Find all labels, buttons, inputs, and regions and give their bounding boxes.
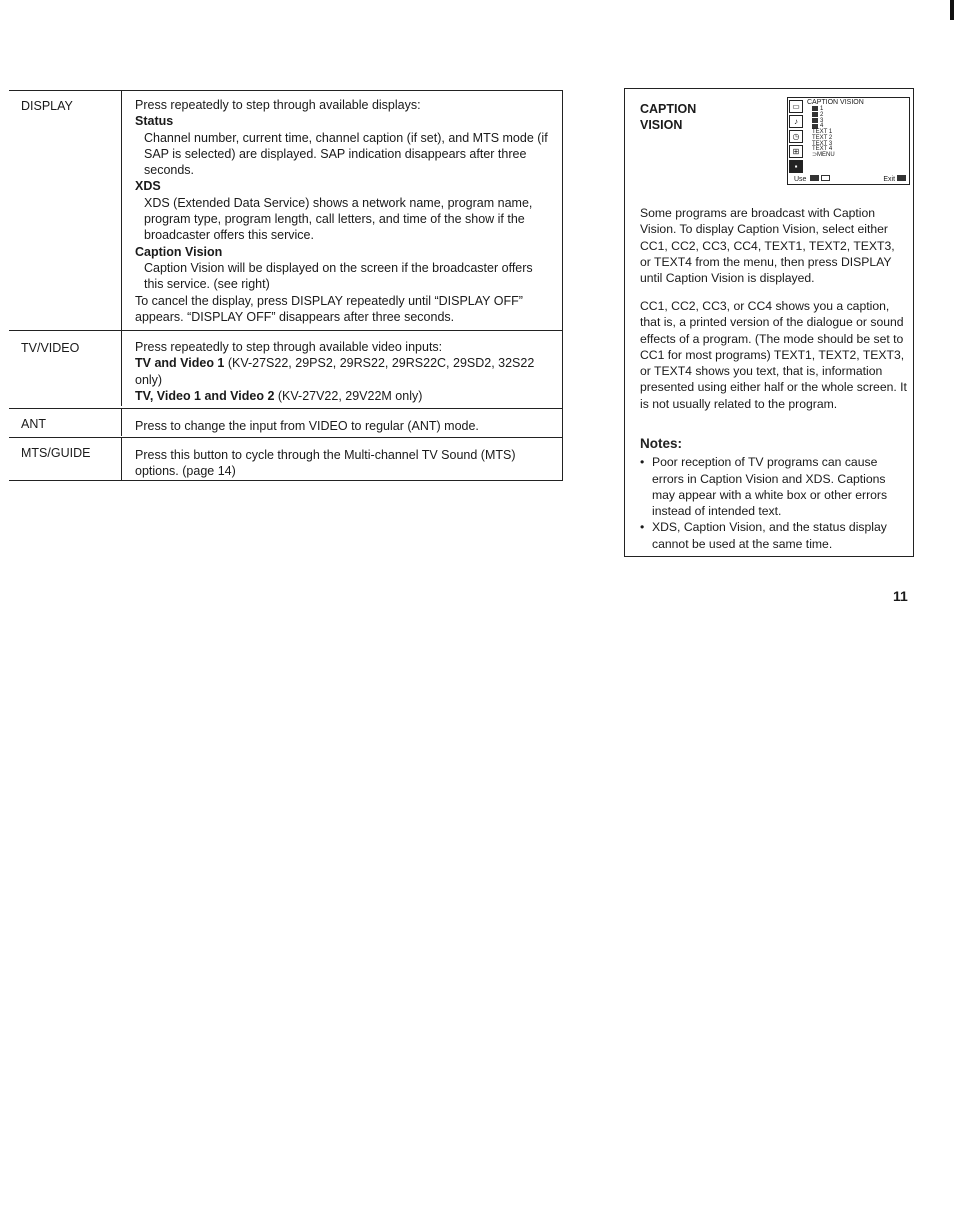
row-intro: Press repeatedly to step through available displays:	[135, 98, 421, 112]
xds-heading: XDS	[135, 179, 161, 194]
caption-vision-menu-illustration	[787, 97, 910, 185]
row-key: TV/VIDEO	[21, 341, 80, 355]
tv-video1-models: (KV-27S22, 29PS2, 29RS22, 29RS22C, 29SD2, 32S22 only)	[135, 356, 535, 387]
music-note-icon: ♪	[789, 115, 803, 128]
caption-icon: ▪	[789, 160, 803, 173]
row-intro: Press repeatedly to step through available video inputs:	[135, 340, 443, 354]
menu-item-text4: TEXT 4	[812, 146, 833, 153]
caption-vision-heading: Caption Vision	[135, 244, 223, 259]
status-heading: Status	[135, 114, 174, 129]
menu-item-cc3: 3	[812, 118, 835, 124]
plus-icon	[821, 175, 830, 181]
use-label: Use	[794, 176, 807, 183]
menu-button-icon	[897, 175, 906, 181]
cancel-text: To cancel the display, press DISPLAY repeatedly until “DISPLAY OFF” appears. “DISPLAY OFF” disappears after three seconds.	[135, 293, 523, 324]
tools-icon: ⊞	[789, 145, 803, 158]
table-row-mts-guide	[9, 438, 563, 481]
menu-item-text1: TEXT 1	[812, 129, 833, 136]
page-number: 11	[893, 588, 908, 604]
table-row-ant	[9, 409, 563, 438]
joystick-icon	[810, 175, 819, 181]
tv-video2-models: (KV-27V22, 29V22M only)	[274, 388, 423, 403]
row-key: ANT	[21, 417, 46, 431]
menu-item-menu: ⊃ MENU	[812, 152, 835, 159]
exit-label: Exit	[883, 176, 896, 183]
menu-item-cc2: 2	[812, 112, 835, 118]
tv-video2-label: TV, Video 1 and Video 2	[135, 388, 275, 403]
page-edge-mark	[950, 0, 954, 20]
menu-item-text2: TEXT 2	[812, 134, 833, 141]
mts-text: Press this button to cycle through the Multi-channel TV Sound (MTS) options. (page 14)	[121, 438, 563, 480]
button-function-table	[9, 90, 563, 481]
menu-item-cc1: 1	[812, 106, 835, 112]
tv-video1-label: TV and Video 1	[135, 356, 225, 371]
caption-vision-title: CAPTION VISION	[640, 102, 697, 132]
caption-para-2: CC1, CC2, CC3, or CC4 shows you a caption, that is, a printed version of the dialogue or sound effects of a program. (The mode should be set to CC1 for most programs) TEXT1, TEXT2, TEXT3, or TEXT4 shows you text, that is, information presented using either half or the whole screen. It is not usually related to the program.	[640, 299, 907, 411]
menu-item-text3: TEXT 3	[812, 140, 833, 147]
ant-text: Press to change the input from VIDEO to regular (ANT) mode.	[121, 409, 563, 436]
row-key: DISPLAY	[21, 99, 73, 113]
row-key: MTS/GUIDE	[21, 446, 91, 460]
return-arrow-icon: ⊃	[812, 152, 818, 159]
table-row-display	[9, 91, 563, 331]
clock-icon: ◷	[789, 130, 803, 143]
note-item-1: • Poor reception of TV programs can cause errors in Caption Vision and XDS. Captions may appear with a white box or other errors instead of intended text.	[640, 454, 908, 519]
table-row-tv-video	[9, 331, 563, 409]
menu-title: CAPTION VISION	[807, 99, 864, 106]
xds-text: XDS (Extended Data Service) shows a network name, program name, program type, program length, call letters, and time of the show if the broadcaster offers this service.	[144, 195, 533, 243]
caption-vision-text: Caption Vision will be displayed on the screen if the broadcaster offers this service. (see right)	[144, 260, 533, 292]
menu-item-cc4: 4	[812, 123, 835, 129]
status-text: Channel number, current time, channel caption (if set), and MTS mode (if SAP is selected) are displayed. SAP indication disappears after three seconds.	[144, 130, 548, 178]
tv-icon: ▭	[789, 100, 803, 113]
notes-heading: Notes:	[640, 436, 683, 451]
note-item-2: • XDS, Caption Vision, and the status display cannot be used at the same time.	[640, 519, 908, 552]
caption-para-1: Some programs are broadcast with Caption Vision. To display Caption Vision, select either CC1, CC2, CC3, CC4, TEXT1, TEXT2, TEXT3, or TEXT4 from the menu, then press DISPLAY until Caption Vision is displayed.	[640, 206, 895, 286]
